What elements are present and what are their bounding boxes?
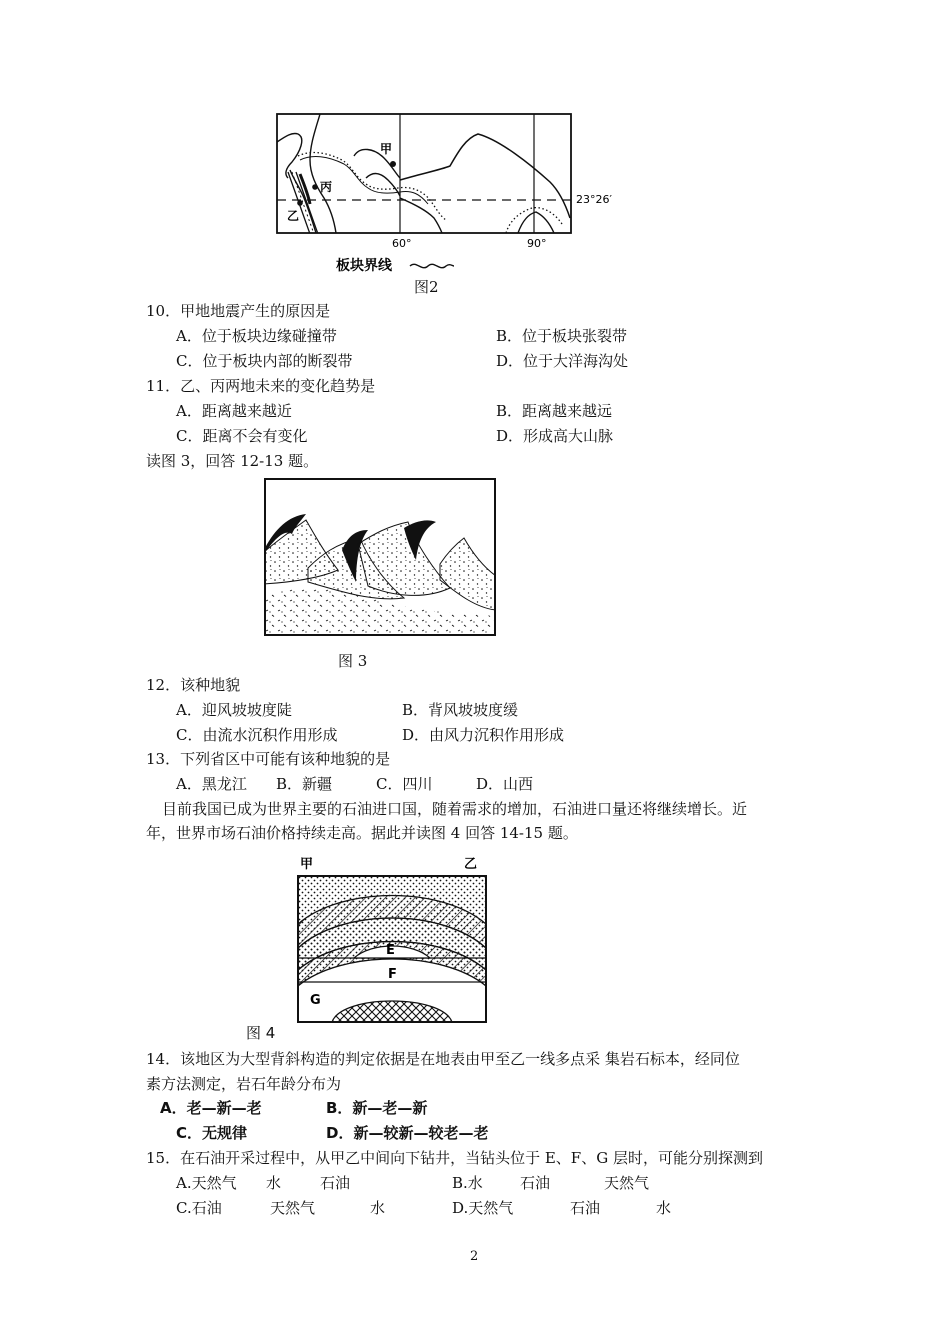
figure-2-caption: 图2: [414, 278, 439, 296]
intro-12-13: 读图 3，回答 12-13 题。: [146, 452, 319, 470]
q11-option-c: C．距离不会有变化: [176, 427, 308, 445]
q12-option-c: C．由流水沉积作用形成: [176, 726, 338, 744]
intro-14-15-line2: 年，世界市场石油价格持续走高。据此并读图 4 回答 14-15 题。: [146, 824, 578, 842]
question-10-stem: 10．甲地地震产生的原因是: [146, 302, 331, 320]
q11-option-d: D．形成高大山脉: [496, 427, 614, 445]
q10-option-c: C．位于板块内部的断裂带: [176, 352, 353, 370]
q12-option-a: A．迎风坡坡度陡: [176, 701, 292, 719]
q15-option-b-3: 天然气: [604, 1174, 650, 1192]
label-jia: 甲: [380, 142, 393, 156]
q15-option-c-2: 天然气: [270, 1199, 316, 1217]
label-g: G: [310, 993, 321, 1008]
figure-2-map: [270, 108, 630, 278]
q15-option-b-2: 石油: [520, 1174, 551, 1192]
q15-option-a-1: A.天然气: [176, 1174, 237, 1192]
question-12-stem: 12．该种地貌: [146, 676, 241, 694]
label-lon-90: 90°: [527, 237, 547, 250]
label-yi: 乙: [287, 209, 300, 223]
q14-option-c: C．无规律: [176, 1124, 248, 1142]
q15-option-d-1: D.天然气: [452, 1199, 514, 1217]
legend-label: 板块界线: [336, 258, 392, 274]
question-14-stem-line1: 14．该地区为大型背斜构造的判定依据是在地表由甲至乙一线多点采 集岩石标本，经同位: [146, 1050, 740, 1068]
point-yi: [297, 200, 303, 206]
label-f: F: [388, 967, 397, 982]
q15-option-a-3: 石油: [320, 1174, 351, 1192]
figure-3-dunes: [264, 478, 496, 636]
q10-option-a: A．位于板块边缘碰撞带: [176, 327, 337, 345]
coastline: [400, 134, 570, 218]
dune: [440, 538, 496, 610]
q14-option-a: A．老—新—老: [160, 1099, 262, 1117]
q15-option-c-1: C.石油: [176, 1199, 222, 1217]
page-number: 2: [470, 1249, 479, 1264]
q10-option-d: D．位于大洋海沟处: [496, 352, 629, 370]
question-14-stem-line2: 素方法测定，岩石年龄分布为: [146, 1075, 342, 1093]
figure-3-caption: 图 3: [338, 652, 368, 670]
q13-option-c: C．四川: [376, 775, 433, 793]
q14-option-d: D．新—较新—较老—老: [326, 1124, 489, 1142]
figure-4-caption: 图 4: [246, 1024, 276, 1042]
q11-option-b: B．距离越来越远: [496, 402, 613, 420]
intro-14-15-line1: 目前我国已成为世界主要的石油进口国，随着需求的增加，石油进口量还将继续增长。近: [162, 800, 748, 818]
label-jia: 甲: [300, 857, 314, 872]
q13-option-d: D．山西: [476, 775, 534, 793]
q12-option-b: B．背风坡坡度缓: [402, 701, 519, 719]
coastline: [310, 114, 336, 233]
q15-option-b-1: B.水: [452, 1174, 483, 1192]
legend-plate-boundary-symbol: [410, 264, 454, 267]
q15-option-c-3: 水: [370, 1199, 386, 1217]
question-11-stem: 11．乙、丙两地未来的变化趋势是: [146, 377, 376, 395]
label-latitude: 23°26′: [576, 193, 612, 206]
q15-option-a-2: 水: [266, 1174, 282, 1192]
coastline: [400, 198, 442, 233]
q15-option-d-2: 石油: [570, 1199, 601, 1217]
label-e: E: [386, 943, 395, 958]
question-13-stem: 13．下列省区中可能有该种地貌的是: [146, 750, 391, 768]
question-15-stem: 15．在石油开采过程中，从甲乙中间向下钻井，当钻头位于 E、F、G 层时，可能分别探测到: [146, 1149, 763, 1167]
q14-option-b: B．新—老—新: [326, 1099, 428, 1117]
q11-option-a: A．距离越来越近: [176, 402, 292, 420]
q15-option-d-3: 水: [656, 1199, 672, 1217]
q13-option-a: A．黑龙江: [176, 775, 247, 793]
coastline: [518, 212, 554, 233]
label-yi: 乙: [464, 857, 478, 872]
point-bing: [312, 184, 318, 190]
q12-option-d: D．由风力沉积作用形成: [402, 726, 565, 744]
point-jia: [390, 161, 396, 167]
figure-4-anticline: [292, 852, 492, 1024]
label-bing: 丙: [320, 180, 333, 194]
q13-option-b: B．新疆: [276, 775, 333, 793]
q10-option-b: B．位于板块张裂带: [496, 327, 628, 345]
dune: [358, 522, 450, 595]
label-lon-60: 60°: [392, 237, 412, 250]
